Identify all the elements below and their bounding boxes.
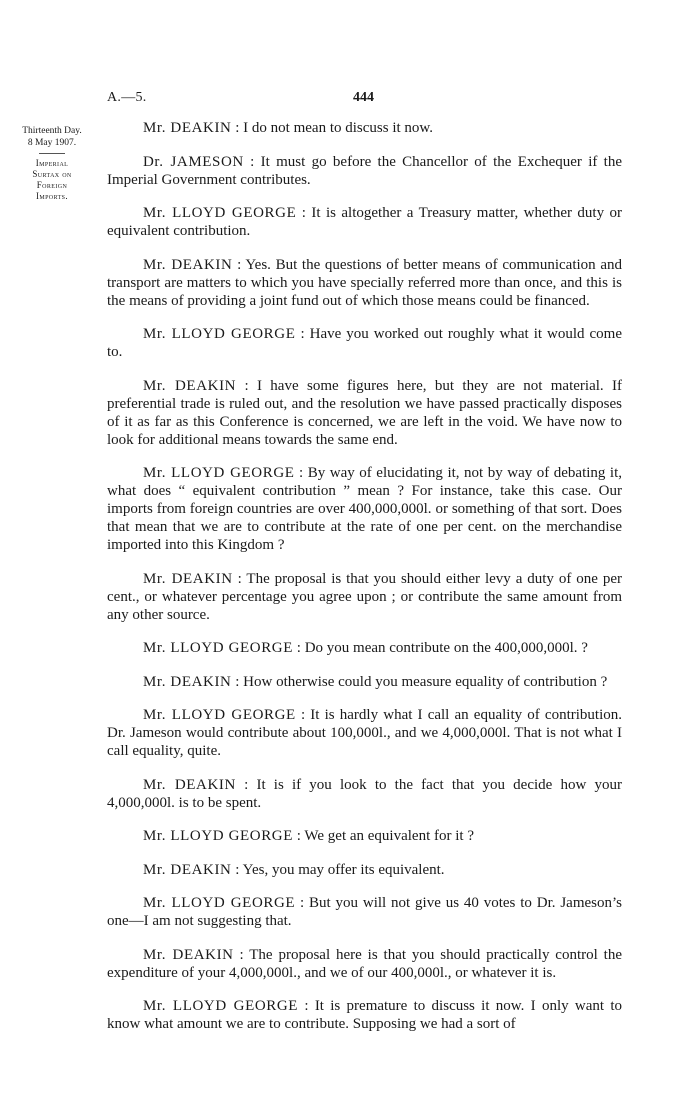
speech-text: The proposal here is that you should practically control the expenditure of your 4,000,000l., and we of our 400,000l., or whatever it is. xyxy=(107,946,622,981)
speech-text: The proposal is that you should either levy a duty of one per cent., or whatever percentage you agree upon ; or contribute the same amount from any other source. xyxy=(107,570,622,623)
speech-paragraph: Mr. LLOYD GEORGE : Have you worked out roughly what it would come to. xyxy=(107,326,622,360)
speaker-name: Mr. DEAKIN xyxy=(143,861,232,878)
speech-text: It is premature to discuss it now. I only want to know what amount we are to contribute. Supposing we had a sort of xyxy=(107,998,623,1032)
margin-date: 8 May 1907. xyxy=(27,138,77,148)
speech-paragraph: Mr. LLOYD GEORGE : It is altogether a Treasury matter, whether duty or equivalent contribution. xyxy=(107,205,622,239)
speaker-name: Mr. LLOYD GEORGE xyxy=(143,205,297,221)
speech-paragraph: Mr. DEAKIN : The proposal here is that you should practically control the expenditure of your 4,000,000l., and we of our 400,000l., or whatever it is. xyxy=(107,946,622,981)
speech-text: Yes, you may offer its equivalent. xyxy=(242,861,445,878)
margin-topic xyxy=(4,158,100,202)
speaker-name: Mr. DEAKIN xyxy=(143,256,233,273)
speech-paragraph: Mr. LLOYD GEORGE : By way of elucidating it, not by way of debating it, what does “ equivalent contribution ” mean ? For instance, take this case. Our imports from foreign countries are over 400,000,000l. or something of that sort. Does that mean that we are to contribute at the rate of one per cent. on the merchandise imported into this Kingdom ? xyxy=(107,465,623,553)
speech-text: I have some figures here, but they are not material. If preferential trade is ruled out, and the resolution we have passed practically disposes of it as far as this Conference is concerned, we are left in the void. We have now to look for additional means towards the same end. xyxy=(107,377,622,448)
speech-paragraph: Mr. DEAKIN : How otherwise could you measure equality of contribution ? xyxy=(143,673,608,690)
speaker-name: Mr. LLOYD GEORGE xyxy=(143,707,296,723)
speech-paragraph: Mr. DEAKIN : It is if you look to the fact that you decide how your 4,000,000l. is to be spent. xyxy=(107,776,622,811)
speaker-name: Mr. LLOYD GEORGE xyxy=(143,326,296,342)
speech-text: Have you worked out roughly what it would come to. xyxy=(107,326,622,360)
speech-paragraph: Mr. LLOYD GEORGE : Do you mean contribute on the 400,000,000l. ? xyxy=(143,640,588,656)
speaker-name: Mr. DEAKIN xyxy=(143,120,232,136)
speaker-name: Mr. LLOYD GEORGE xyxy=(143,828,294,844)
speaker-name: Mr. DEAKIN xyxy=(143,377,237,394)
speech-text: But you will not give us 40 votes to Dr. Jameson’s one—I am not suggesting that. xyxy=(107,895,622,929)
speech-paragraph: Mr. LLOYD GEORGE : It is premature to discuss it now. I only want to know what amount we are to contribute. Supposing we had a sort of xyxy=(107,998,623,1032)
speech-paragraph: Mr. LLOYD GEORGE : It is hardly what I call an equality of contribution. Dr. Jameson would contribute about 100,000l., and we 4,000,000l. That is not what I call equality, quite. xyxy=(107,707,622,759)
speaker-name: Mr. LLOYD GEORGE xyxy=(143,895,296,911)
speech-paragraph: Mr. DEAKIN : Yes. But the questions of better means of communication and transport are matters to which you have specially referred more than once, and this is the means of providing a joint fund out of which those means could be financed. xyxy=(107,256,622,309)
speech-paragraph: Mr. LLOYD GEORGE : We get an equivalent for it ? xyxy=(143,828,474,844)
speech-text: How otherwise could you measure equality of contribution ? xyxy=(243,673,608,690)
speech-text: It is hardly what I call an equality of contribution. Dr. Jameson would contribute about 100,000l., and we 4,000,000l. That is not what I call equality, quite. xyxy=(107,707,622,759)
margin-topic-line: Surtax on xyxy=(32,169,72,179)
speaker-name: Mr. DEAKIN xyxy=(143,776,236,793)
speech-text: It must go before the Chancellor of the Exchequer if the Imperial Government contributes. xyxy=(107,153,622,188)
speech-text: Do you mean contribute on the 400,000,000l. ? xyxy=(304,640,588,656)
margin-topic-line: Imperial xyxy=(35,158,69,168)
margin-note xyxy=(4,125,100,202)
speaker-name: Mr. DEAKIN xyxy=(143,673,232,690)
speech-text: We get an equivalent for it ? xyxy=(304,828,474,844)
transcript-body xyxy=(107,119,622,1049)
running-header-ref: A.—5. xyxy=(107,90,147,105)
speaker-name: Mr. LLOYD GEORGE xyxy=(143,998,299,1014)
speech-paragraph: Mr. LLOYD GEORGE : But you will not give us 40 votes to Dr. Jameson’s one—I am not suggesting that. xyxy=(107,895,622,929)
margin-topic-line: Imports. xyxy=(35,191,69,201)
speech-text: I do not mean to discuss it now. xyxy=(243,120,434,136)
speech-text: By way of elucidating it, not by way of debating it, what does “ equivalent contribution ” mean ? For instance, take this case. Our imports from foreign countries are over 400,000,000l. or something of that sort. Does that mean that we are to contribute at the rate of one per cent. on the merchandise imported into this Kingdom ? xyxy=(107,465,623,553)
speech-text: Yes. But the questions of better means of communication and transport are matters to which you have specially referred more than once, and this is the means of providing a joint fund out of which those means could be financed. xyxy=(107,256,622,309)
speaker-name: Dr. JAMESON xyxy=(143,153,244,170)
margin-day: Thirteenth Day. xyxy=(22,126,82,136)
speech-paragraph: Mr. DEAKIN : Yes, you may offer its equivalent. xyxy=(143,861,445,878)
margin-topic-line: Foreign xyxy=(36,180,68,190)
speaker-name: Mr. DEAKIN xyxy=(143,946,234,963)
speech-paragraph: Dr. JAMESON : It must go before the Chancellor of the Exchequer if the Imperial Government contributes. xyxy=(107,153,622,188)
speech-paragraph: Mr. DEAKIN : The proposal is that you should either levy a duty of one per cent., or whatever percentage you agree upon ; or contribute the same amount from any other source. xyxy=(107,570,622,623)
speaker-name: Mr. LLOYD GEORGE xyxy=(143,640,294,656)
speech-text: It is if you look to the fact that you decide how your 4,000,000l. is to be spent. xyxy=(107,776,622,811)
page-number: 444 xyxy=(353,90,374,105)
speaker-name: Mr. LLOYD GEORGE xyxy=(143,465,295,481)
margin-rule xyxy=(39,153,65,154)
speech-text: It is altogether a Treasury matter, whether duty or equivalent contribution. xyxy=(107,205,622,239)
speaker-name: Mr. DEAKIN xyxy=(143,570,233,587)
speech-paragraph: Mr. DEAKIN : I have some figures here, but they are not material. If preferential trade is ruled out, and the resolution we have passed practically disposes of it as far as this Conference is concerned, we are left in the void. We have now to look for additional means towards the same end. xyxy=(107,377,622,448)
speech-paragraph: Mr. DEAKIN : I do not mean to discuss it now. xyxy=(143,120,434,136)
